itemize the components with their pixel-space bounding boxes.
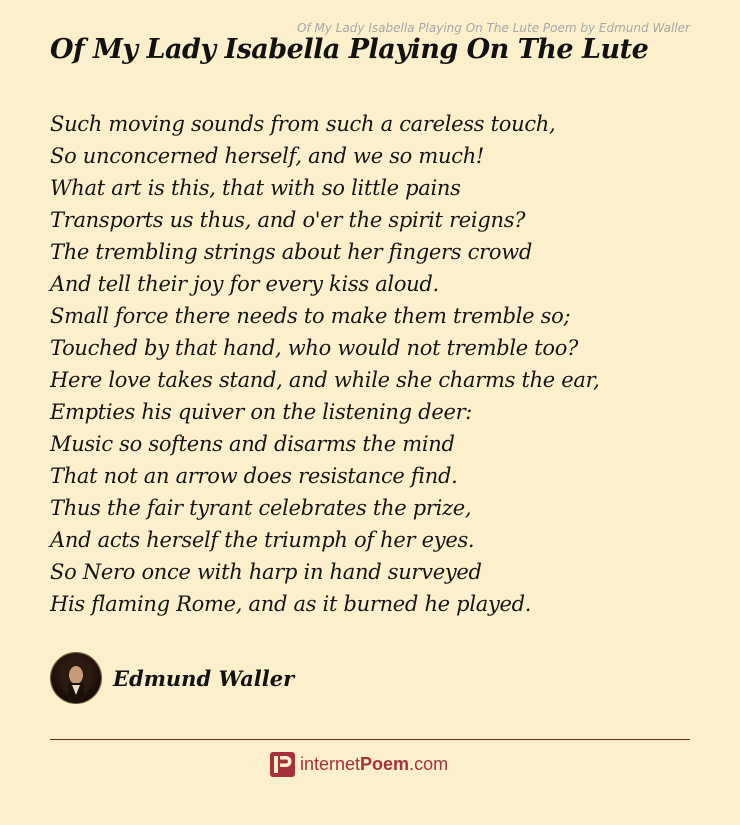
poem-line: And acts herself the triumph of her eyes. [50, 528, 475, 552]
poem-line: So unconcerned herself, and we so much! [50, 144, 485, 168]
poem-line: That not an arrow does resistance find. [50, 464, 458, 488]
site-logo[interactable] [270, 751, 448, 777]
poem-line: Transports us thus, and o'er the spirit reigns? [50, 208, 526, 232]
poem-line: Small force there needs to make them tremble so; [50, 304, 571, 328]
poem-line: What art is this, that with so little pains [50, 176, 461, 200]
poem-line: Such moving sounds from such a careless touch, [50, 112, 556, 136]
brand-suffix: .com [409, 753, 449, 774]
header-caption: Of My Lady Isabella Playing On The Lute Poem by Edmund Waller [297, 21, 690, 35]
poem-line: Empties his quiver on the listening deer: [50, 400, 473, 424]
author-row[interactable] [50, 652, 294, 704]
poem-title: Of My Lady Isabella Playing On The Lute [50, 34, 649, 65]
brand-prefix: internet [300, 753, 361, 774]
poem-line: His flaming Rome, and as it burned he played. [50, 592, 532, 616]
poem-line: So Nero once with harp in hand surveyed [50, 560, 482, 584]
author-name[interactable]: Edmund Waller [113, 665, 295, 691]
poem-line: Touched by that hand, who would not tremble too? [50, 336, 579, 360]
site-logo-text [300, 754, 448, 775]
author-portrait-icon [51, 653, 101, 703]
footer-divider [50, 739, 690, 740]
poem-line: Thus the fair tyrant celebrates the prize, [50, 496, 472, 520]
site-logo-icon [270, 752, 295, 777]
poem-line: The trembling strings about her fingers crowd [50, 240, 533, 264]
poem-line: And tell their joy for every kiss aloud. [50, 272, 439, 296]
poem-line: Here love takes stand, and while she charms the ear, [50, 368, 600, 392]
author-avatar[interactable] [50, 652, 102, 704]
poem-line: Music so softens and disarms the mind [50, 432, 455, 456]
brand-bold: Poem [360, 753, 410, 774]
poem-body [50, 108, 690, 620]
